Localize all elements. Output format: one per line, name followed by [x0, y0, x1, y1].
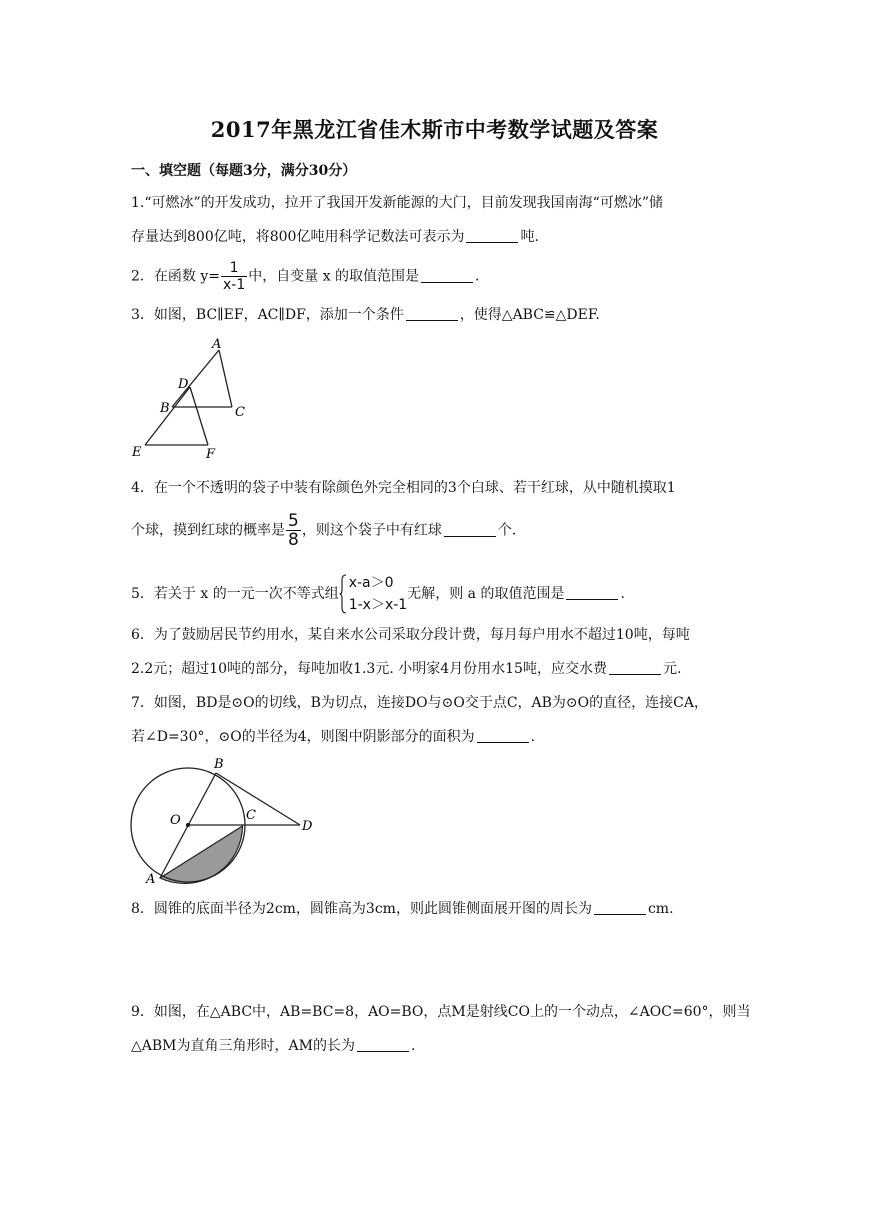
- q8-text: 8．圆锥的底面半径为2cm，圆锥高为3cm，则此圆锥侧面展开图的周长为: [131, 901, 592, 917]
- q5-text-mid: 无解，则 a 的取值范围是: [407, 586, 565, 602]
- q6-answer-blank: [609, 660, 661, 675]
- label-a: A: [212, 337, 222, 352]
- label-c: C: [235, 405, 245, 420]
- q2-line: [131, 260, 480, 293]
- q9-text: △ABM为直角三角形时，AM的长为: [131, 1038, 355, 1054]
- line-a-c: [219, 350, 232, 407]
- q9-line2: [131, 1036, 415, 1056]
- label-o: O: [170, 813, 181, 828]
- q5-answer-blank: [566, 585, 618, 600]
- q4-answer-blank: [444, 522, 496, 537]
- label-f: F: [206, 447, 216, 462]
- q1-text-end: 吨.: [520, 229, 539, 245]
- q7-text-end: .: [530, 729, 536, 745]
- q6-text: 2.2元；超过10吨的部分，每吨加收1.3元. 小明家4月份用水15吨，应交水费: [131, 661, 607, 677]
- q4-denominator: 8: [288, 530, 299, 550]
- q9-text-end: .: [410, 1038, 416, 1054]
- label-b: B: [214, 757, 224, 772]
- q9-answer-blank: [357, 1037, 409, 1052]
- q8-answer-blank: [594, 900, 646, 915]
- q8-line: [131, 899, 674, 919]
- q7-answer-blank: [477, 728, 529, 743]
- q3-line: [131, 305, 600, 325]
- label-a: A: [146, 872, 156, 887]
- section-heading: 一、填空题（每题3分，满分30分）: [131, 163, 357, 179]
- q5-line: [131, 572, 625, 616]
- q2-text-mid: 中，自变量 x 的取值范围是: [248, 268, 420, 285]
- q1-line2: [131, 227, 539, 247]
- q1-answer-blank: [466, 228, 518, 243]
- q4-line1: 4．在一个不透明的袋子中装有除颜色外完全相同的3个白球、若干红球，从中随机摸取1: [131, 480, 676, 496]
- q5-inequality-system: [339, 572, 408, 616]
- q4-text-end: 个.: [497, 522, 517, 539]
- q2-denominator: x-1: [223, 277, 246, 293]
- q5-inequality-row2: 1-x＞x-1: [348, 597, 408, 613]
- q3-triangle-figure: [132, 334, 262, 462]
- q4-fraction: [286, 512, 301, 549]
- center-point: [186, 823, 190, 827]
- q3-text: 3．如图，BC∥EF，AC∥DF，添加一个条件: [131, 307, 404, 323]
- q4-text: 个球，摸到红球的概率是: [131, 522, 285, 539]
- label-e: E: [132, 445, 142, 460]
- q1-line1: 1.“可燃冰”的开发成功，拉开了我国开发新能源的大门，目前发现我国南海“可燃冰”储: [131, 195, 663, 211]
- q7-circle-figure: [128, 752, 318, 888]
- line-d-f: [190, 387, 208, 445]
- label-c: C: [246, 808, 256, 823]
- q5-inequality-row1: x-a＞0: [348, 575, 394, 591]
- q7-text: 若∠D=30°，⊙O的半径为4，则图中阴影部分的面积为: [131, 729, 475, 745]
- q4-line2: [131, 512, 516, 549]
- label-d: D: [178, 377, 189, 392]
- page-title: 2017年黑龙江省佳木斯市中考数学试题及答案: [210, 117, 659, 142]
- label-b: B: [160, 401, 170, 416]
- q7-line2: [131, 727, 535, 747]
- q5-text-end: .: [620, 586, 625, 602]
- q4-text-mid: ，则这个袋子中有红球: [301, 522, 442, 539]
- q2-fraction: [221, 260, 247, 293]
- q6-line1: 6．为了鼓励居民节约用水，某自来水公司采取分段计费，每月每户用水不超过10吨，每吨: [131, 627, 690, 643]
- label-d: D: [302, 819, 313, 834]
- q6-text-end: 元.: [662, 661, 682, 677]
- q2-text: 2．在函数 y=: [131, 268, 220, 285]
- q1-text: 存量达到800亿吨，将800亿吨用科学记数法可表示为: [131, 229, 465, 245]
- q2-answer-blank: [421, 268, 473, 283]
- q6-line2: [131, 659, 681, 679]
- q8-text-end: cm.: [647, 901, 674, 917]
- q4-numerator: 5: [288, 511, 299, 531]
- q7-line1: 7．如图，BD是⊙O的切线，B为切点，连接DO与⊙O交于点C，AB为⊙O的直径，连接CA，: [131, 695, 708, 711]
- q2-text-end: .: [475, 268, 480, 285]
- q3-answer-blank: [406, 306, 458, 321]
- q3-text-end: ，使得△ABC≌△DEF.: [459, 307, 600, 323]
- q2-numerator: 1: [221, 260, 247, 277]
- q5-text: 5．若关于 x 的一元一次不等式组: [131, 586, 339, 602]
- brace-icon: [339, 574, 347, 614]
- q9-line1: 9．如图，在△ABC中，AB=BC=8，AO=BO，点M是射线CO上的一个动点，∠AOC=60°，则当: [131, 1004, 751, 1020]
- tangent-bd: [216, 773, 300, 825]
- line-d-e: [145, 387, 190, 445]
